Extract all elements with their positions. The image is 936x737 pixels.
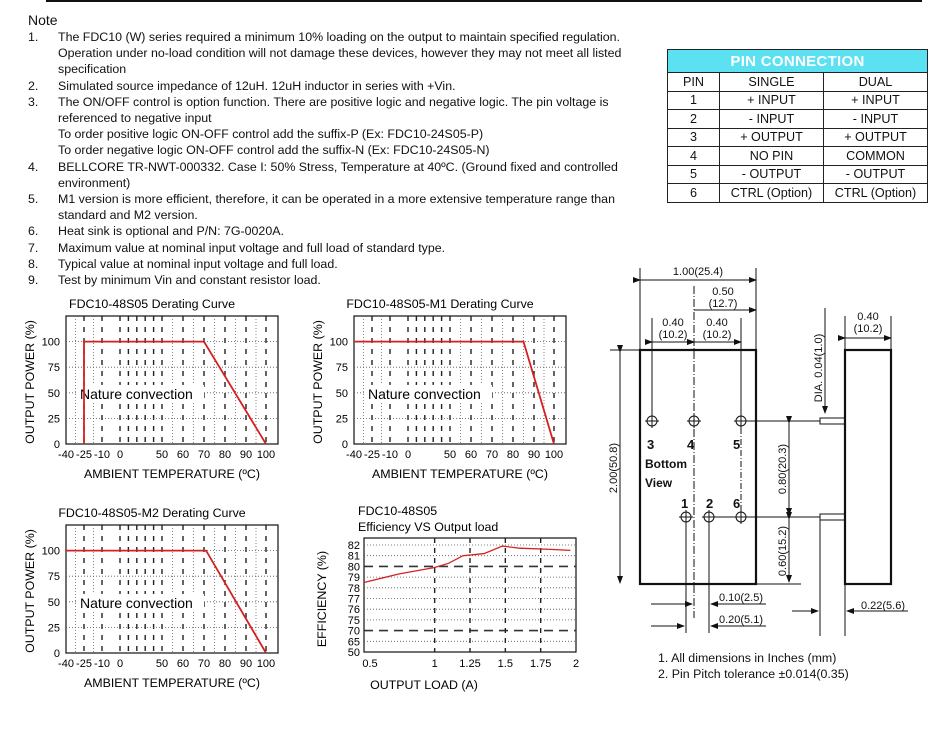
pin-number-cell: 4: [668, 147, 720, 166]
note-number: 1.: [28, 30, 39, 44]
notes-list: [28, 29, 668, 288]
dual-function-cell: - OUTPUT: [824, 165, 928, 184]
module-side-outline: [845, 350, 891, 584]
y-tick-label: 79: [347, 572, 360, 585]
x-tick-label: 1: [431, 658, 438, 670]
annotation-label: Nature convection: [80, 385, 193, 402]
x-tick-label: -40: [346, 449, 362, 461]
note-line: referenced to negative input: [58, 111, 212, 126]
x-tick-label: -40: [58, 449, 74, 461]
x-tick-label: 0: [404, 449, 412, 461]
chart-subtitle: Efficiency VS Output load: [358, 520, 499, 534]
note-body: [58, 94, 668, 159]
x-tick-label: 60: [176, 449, 190, 461]
y-tick-label: 0: [53, 439, 60, 451]
x-tick-label: -40: [58, 658, 74, 670]
chart-title: FDC10-48S05-M2 Derating Curve: [58, 506, 246, 520]
dual-function-cell: CTRL (Option): [824, 184, 928, 203]
pin-table-row: [668, 184, 928, 203]
x-tick-label: 70: [485, 449, 499, 461]
pin-side-upper: [820, 418, 845, 424]
dim-side-mm-label: (10.2): [853, 323, 883, 335]
y-tick-label: 80: [347, 561, 360, 574]
note-number: 6.: [28, 224, 39, 239]
note-body: [58, 29, 668, 78]
note-body: [58, 78, 668, 94]
note-body: [58, 223, 668, 239]
dim-pitch-label: 0.20(5.1): [718, 614, 764, 626]
notes-title: Note: [28, 12, 58, 28]
y-tick-label: 100: [329, 336, 348, 349]
x-tick-label: -25: [364, 449, 380, 461]
x-tick-label: 100: [256, 658, 276, 670]
x-tick-label: 2: [572, 658, 580, 670]
y-tick-label: 81: [347, 550, 360, 563]
dim-left-label: 0.40: [662, 317, 684, 329]
note-item: [28, 256, 668, 272]
y-tick-label: 50: [47, 387, 60, 400]
x-tick-label: 50: [443, 449, 457, 461]
note-item: [28, 223, 668, 239]
x-tick-label: 1.75: [529, 658, 552, 670]
single-function-cell: - INPUT: [720, 110, 824, 129]
pin-number-cell: 6: [668, 184, 720, 203]
col-header-single: SINGLE: [720, 73, 824, 92]
note-line: Operation under no-load condition will not damage these devices, however they may not meet all listed: [58, 46, 622, 61]
dim-right-mm-label: (10.2): [702, 329, 732, 341]
y-axis-label: OUTPUT POWER (%): [311, 320, 325, 444]
x-tick-label: 50: [155, 658, 169, 670]
note-line: standard and M2 version.: [58, 208, 198, 223]
annotation-label: Nature convection: [368, 385, 481, 402]
note-number: 8.: [28, 256, 39, 271]
derating-chart-m1: [306, 294, 576, 499]
col-header-pin: PIN: [668, 73, 720, 92]
annotation-label: Nature convection: [80, 594, 193, 611]
note-body: [58, 191, 668, 223]
footnote-1: 1. All dimensions in Inches (mm): [658, 651, 837, 665]
x-tick-label: 1.25: [459, 658, 481, 670]
dim-half-mm-label: (12.7): [708, 298, 738, 310]
x-tick-label: 100: [544, 449, 564, 461]
note-line: Maximum value at nominal input voltage and full load of standard type.: [58, 240, 446, 255]
y-tick-label: 0: [53, 648, 60, 660]
note-item: [28, 191, 668, 223]
derating-chart-standard: [18, 294, 288, 499]
pin-table-row: [668, 110, 928, 129]
x-axis-label: OUTPUT LOAD (A): [370, 678, 478, 692]
note-body: [58, 256, 668, 272]
y-tick-label: 82: [347, 540, 360, 552]
note-line: Typical value at nominal input voltage and full load.: [58, 256, 338, 271]
plot-frame: [66, 316, 278, 444]
pin-table-title: PIN CONNECTION: [668, 50, 928, 73]
x-tick-label: 90: [239, 658, 253, 670]
chart-svg: [18, 503, 288, 703]
note-line: M1 version is more efficient, therefore, it can be operated in a more extensive temperature range than: [58, 192, 615, 207]
pin-table-row: [668, 128, 928, 147]
pin-number-cell: 2: [668, 110, 720, 129]
pin-label-5: 5: [733, 437, 741, 452]
x-tick-label: -10: [94, 658, 110, 670]
dim-side-label: 0.40: [857, 311, 879, 323]
note-number: 3.: [28, 94, 39, 109]
note-line: BELLCORE TR-NWT-000332. Case I: 50% Stress, Temperature at 40ºC. (Ground fixed and controlled: [58, 159, 618, 174]
note-line: Simulated source impedance of 12uH. 12uH inductor in series with +Vin.: [58, 78, 456, 93]
y-tick-label: 100: [41, 545, 60, 558]
chart-title: FDC10-48S05 Derating Curve: [69, 297, 235, 311]
dual-function-cell: + OUTPUT: [824, 128, 928, 147]
y-axis-label: OUTPUT POWER (%): [23, 320, 37, 444]
note-number: 4.: [28, 159, 39, 174]
y-tick-label: 100: [41, 336, 60, 349]
note-item: [28, 94, 668, 159]
chart-svg: [306, 294, 576, 494]
single-function-cell: NO PIN: [720, 147, 824, 166]
pin-label-4: 4: [687, 437, 695, 452]
dim-width-label: 1.00(25.4): [672, 266, 724, 278]
dim-left-mm-label: (10.2): [658, 329, 688, 341]
dim-bottom-label: 0.60(15.2): [777, 525, 789, 577]
note-line: The FDC10 (W) series required a minimum 10% loading on the output to maintain specified regulation.: [58, 30, 620, 44]
x-tick-label: 1.5: [497, 658, 513, 670]
pin-side-lower: [820, 514, 845, 520]
note-number: 5.: [28, 192, 39, 207]
derating-chart-m2: [18, 503, 288, 708]
chart-svg: [18, 294, 288, 494]
chart-svg: [306, 503, 586, 703]
y-tick-label: 77: [347, 593, 360, 606]
x-axis-label: AMBIENT TEMPERATURE (ºC): [84, 467, 260, 481]
plot-frame: [66, 525, 278, 653]
dim-half-label: 0.50: [712, 286, 734, 298]
x-tick-label: 0: [116, 658, 124, 670]
note-number: 2.: [28, 78, 39, 93]
note-line: The ON/OFF control is option function. There are positive logic and negative logic. The pin voltage is: [58, 94, 609, 109]
col-header-dual: DUAL: [824, 73, 928, 92]
pin-table-row: [668, 165, 928, 184]
x-tick-label: -25: [76, 658, 92, 670]
note-body: [58, 272, 668, 288]
x-tick-label: 50: [155, 449, 169, 461]
view-label-line1: Bottom: [645, 457, 687, 471]
note-line: Test by minimum Vin and constant resistor load.: [58, 273, 321, 288]
pin-number-cell: 1: [668, 91, 720, 110]
dual-function-cell: + INPUT: [824, 91, 928, 110]
pin-table-row: [668, 147, 928, 166]
note-line: To order negative logic ON-OFF control add the suffix-N (Ex: FDC10-24S05-N): [58, 143, 490, 158]
pin-label-6: 6: [733, 496, 741, 511]
y-tick-label: 75: [47, 571, 60, 584]
note-number: 7.: [28, 240, 39, 255]
x-tick-label: 0.5: [362, 658, 378, 670]
dim-height-label: 2.00(50.8): [608, 442, 620, 494]
y-tick-label: 50: [47, 596, 60, 609]
mechanical-drawing: [596, 258, 936, 688]
dim-pin-row-label: 0.80(20.3): [777, 443, 789, 495]
x-tick-label: 80: [218, 449, 232, 461]
y-tick-label: 76: [347, 604, 360, 617]
single-function-cell: + INPUT: [720, 91, 824, 110]
header-rule: [46, 0, 922, 2]
y-tick-label: 75: [347, 614, 360, 627]
note-item: [28, 29, 668, 78]
pin-label-3: 3: [647, 437, 655, 452]
y-axis-label: OUTPUT POWER (%): [23, 529, 37, 653]
note-item: [28, 78, 668, 94]
note-number: 9.: [28, 273, 39, 288]
pin-table-row: [668, 91, 928, 110]
y-tick-label: 25: [47, 622, 60, 635]
y-tick-label: 25: [335, 413, 348, 426]
dim-right-label: 0.40: [706, 317, 728, 329]
note-line: Heat sink is optional and P/N: 7G-0020A.: [58, 224, 284, 239]
x-tick-label: 60: [464, 449, 478, 461]
dual-function-cell: - INPUT: [824, 110, 928, 129]
single-function-cell: - OUTPUT: [720, 165, 824, 184]
note-body: [58, 240, 668, 256]
x-tick-label: 70: [197, 449, 211, 461]
x-axis-label: AMBIENT TEMPERATURE (ºC): [84, 676, 260, 690]
dim-off-center-label: 0.10(2.5): [718, 592, 764, 604]
y-tick-label: 65: [347, 636, 360, 649]
chart-title: FDC10-48S05-M1 Derating Curve: [346, 297, 534, 311]
x-tick-label: 60: [176, 658, 190, 670]
y-tick-label: 75: [335, 362, 348, 375]
x-tick-label: 80: [218, 658, 232, 670]
x-axis-label: AMBIENT TEMPERATURE (ºC): [372, 467, 548, 481]
x-tick-label: -25: [76, 449, 92, 461]
pin-number-cell: 3: [668, 128, 720, 147]
y-axis-label: EFFICIENCY (%): [315, 550, 329, 648]
x-tick-label: 90: [527, 449, 541, 461]
x-tick-label: -10: [382, 449, 398, 461]
note-body: [58, 159, 668, 191]
efficiency-chart: [306, 503, 586, 708]
view-label-line2: View: [645, 476, 673, 490]
note-line: environment): [58, 175, 131, 190]
note-item: [28, 159, 668, 191]
note-item: [28, 240, 668, 256]
y-tick-label: 78: [347, 582, 360, 595]
note-line: To order positive logic ON-OFF control add the suffix-P (Ex: FDC10-24S05-P): [58, 127, 484, 142]
x-tick-label: -10: [94, 449, 110, 461]
dual-function-cell: COMMON: [824, 147, 928, 166]
x-tick-label: 100: [256, 449, 276, 461]
single-function-cell: + OUTPUT: [720, 128, 824, 147]
y-tick-label: 70: [347, 625, 360, 638]
y-tick-label: 75: [47, 362, 60, 375]
x-tick-label: 70: [197, 658, 211, 670]
chart-title: FDC10-48S05: [358, 504, 438, 518]
footnote-2: 2. Pin Pitch tolerance ±0.014(0.35): [658, 667, 849, 681]
y-tick-label: 25: [47, 413, 60, 426]
pin-connection-table: [667, 49, 928, 203]
y-tick-label: 0: [341, 439, 348, 451]
single-function-cell: CTRL (Option): [720, 184, 824, 203]
y-tick-label: 50: [347, 647, 360, 659]
pin-label-1: 1: [681, 496, 689, 511]
y-tick-label: 50: [335, 387, 348, 400]
x-tick-label: 0: [116, 449, 124, 461]
note-item: [28, 272, 668, 288]
dim-pin-dia-label: DIA. 0.04(1.0): [813, 333, 825, 403]
pin-number-cell: 5: [668, 165, 720, 184]
note-line: specification: [58, 62, 127, 77]
x-tick-label: 90: [239, 449, 253, 461]
dim-pin-length-label: 0.22(5.6): [860, 600, 906, 612]
pin-label-2: 2: [706, 496, 714, 511]
x-tick-label: 80: [506, 449, 520, 461]
